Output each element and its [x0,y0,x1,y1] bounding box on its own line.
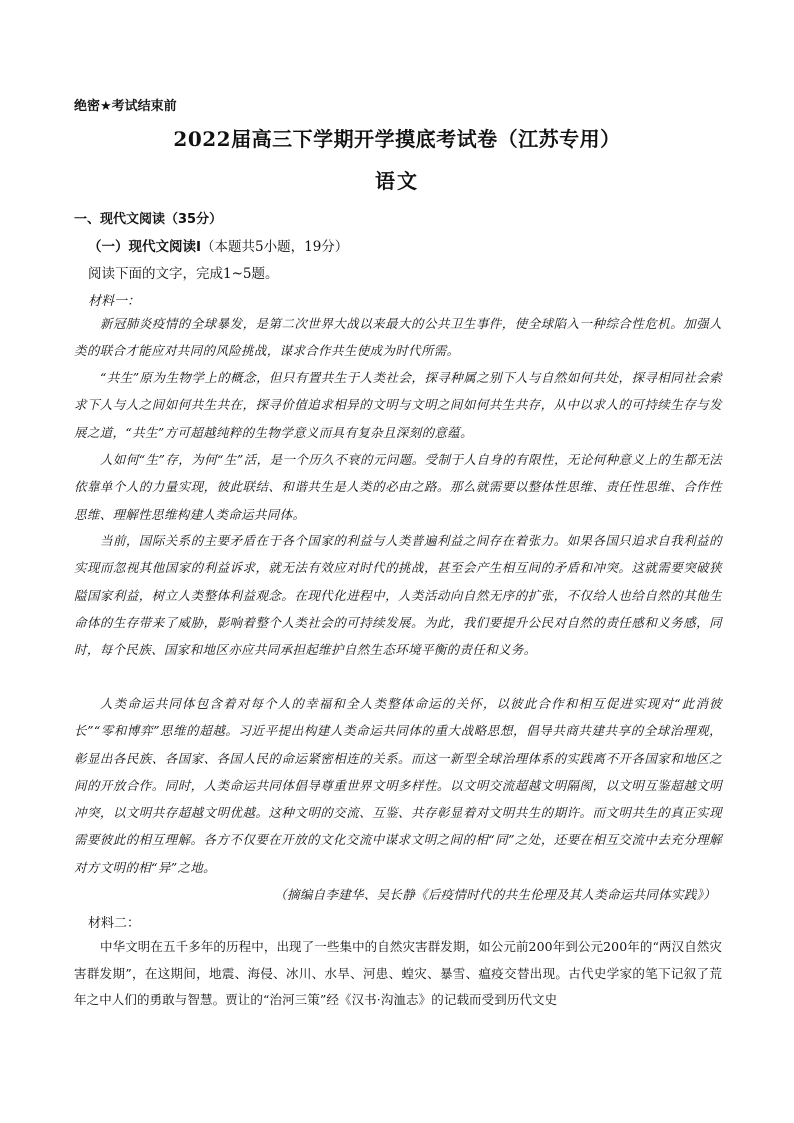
subsection-heading [88,235,348,255]
material-1-paragraph: “共生”原为生物学上的概念，但只有置共生于人类社会，探寻种属之别下人与自然如何共处，探寻相同社会索求下人与人之间如何共生共在，探寻价值追求相异的文明与文明之间如何共生共存，从中以求人的可持续生存与发展之道，“共生”方可超越纯粹的生物学意义而具有复杂且深刻的意蕴。 [74,370,722,440]
material-1-paragraph: 人如何“生”存，为何“生”活，是一个历久不衰的元问题。受制于人自身的有限性，无论何种意义上的生都无法依靠单个人的力量实现，彼此联结、和谐共生是人类的必由之路。那么就需要以整体性思维、责任性思维、合作性思维、理解性思维构建人类命运共同体。 [74,452,722,522]
material-2-label: 材料二： [88,916,141,931]
material-1-paragraph: 新冠肺炎疫情的全球暴发，是第二次世界大战以来最大的公共卫生事件，使全球陷入一种综合性危机。加强人类的联合才能应对共同的风险挑战，谋求合作共生使成为时代所需。 [74,316,722,359]
subject-title: 语文 [375,169,419,193]
section-heading: 一、现代文阅读（35分） [74,212,223,227]
material-1-source: （摘编自李建华、吴长静《后疫情时代的共生伦理及其人类命运共同体实践》） [274,887,716,902]
material-2-paragraph: 中华文明在五千多年的历程中，出现了一些集中的自然灾害群发期，如公元前200年到公元200年的“两汉自然灾害群发期”，在这期间，地震、海侵、冰川、水旱、河患、蝗灾、暴雪、瘟疫交替出现。古代史学家的笔下记叙了荒年之中人们的勇敢与智慧。贾让的“治河三策”经《汉书·沟洫志》的记载而受到历代文史 [74,939,722,1007]
exam-title: 2022届高三下学期开学摸底考试卷（江苏专用） [173,127,621,151]
material-1-paragraph: 当前，国际关系的主要矛盾在于各个国家的利益与人类普遍利益之间存在着张力。如果各国只追求自我利益的实现而忽视其他国家的利益诉求，就无法有效应对时代的挑战，甚至会产生相互间的矛盾和冲突。这就需要突破狭隘国家利益，树立人类整体利益观念。在现代化进程中，人类活动向自然无序的扩张，不仅给人也给自然的其他生命体的生存带来了威胁，影响着整个人类社会的可持续发展。为此，我们要提升公民对自然的责任感和义务感，同时，每个民族、国家和地区亦应共同承担起维护自然生态环境平衡的责任和义务。 [74,533,722,658]
subsection-heading-bold: （一）现代文阅读Ⅰ [88,239,202,255]
subsection-heading-detail: （本题共5小题，19分） [201,239,349,255]
material-1-label: 材料一： [88,294,141,309]
reading-instruction: 阅读下面的文字，完成1~5题。 [88,266,279,282]
material-1-paragraph: 人类命运共同体包含着对每个人的幸福和全人类整体命运的关怀，以彼此合作和相互促进实现对“此消彼长”“零和博弈”思维的超越。习近平提出构建人类命运共同体的重大战略思想，倡导共商共建共享的全球治理观，彰显出各民族、各国家、各国人民的命运紧密相连的关系。而这一新型全球治理体系的实践离不开各国家和地区之间的开放合作。同时，人类命运共同体倡导尊重世界文明多样性。以文明交流超越文明隔阂，以文明互鉴超越文明冲突，以文明共存超越文明优越。这种文明的交流、互鉴、共存彰显着对文明共生的期许。而文明共生的真正实现需要彼此的相互理解。各方不仅要在开放的文化交流中谋求文明之间的相“同”之处，还要在相互交流中去充分理解对方文明的相“异”之地。 [74,696,722,875]
confidential-label: 绝密★考试结束前 [74,99,177,114]
